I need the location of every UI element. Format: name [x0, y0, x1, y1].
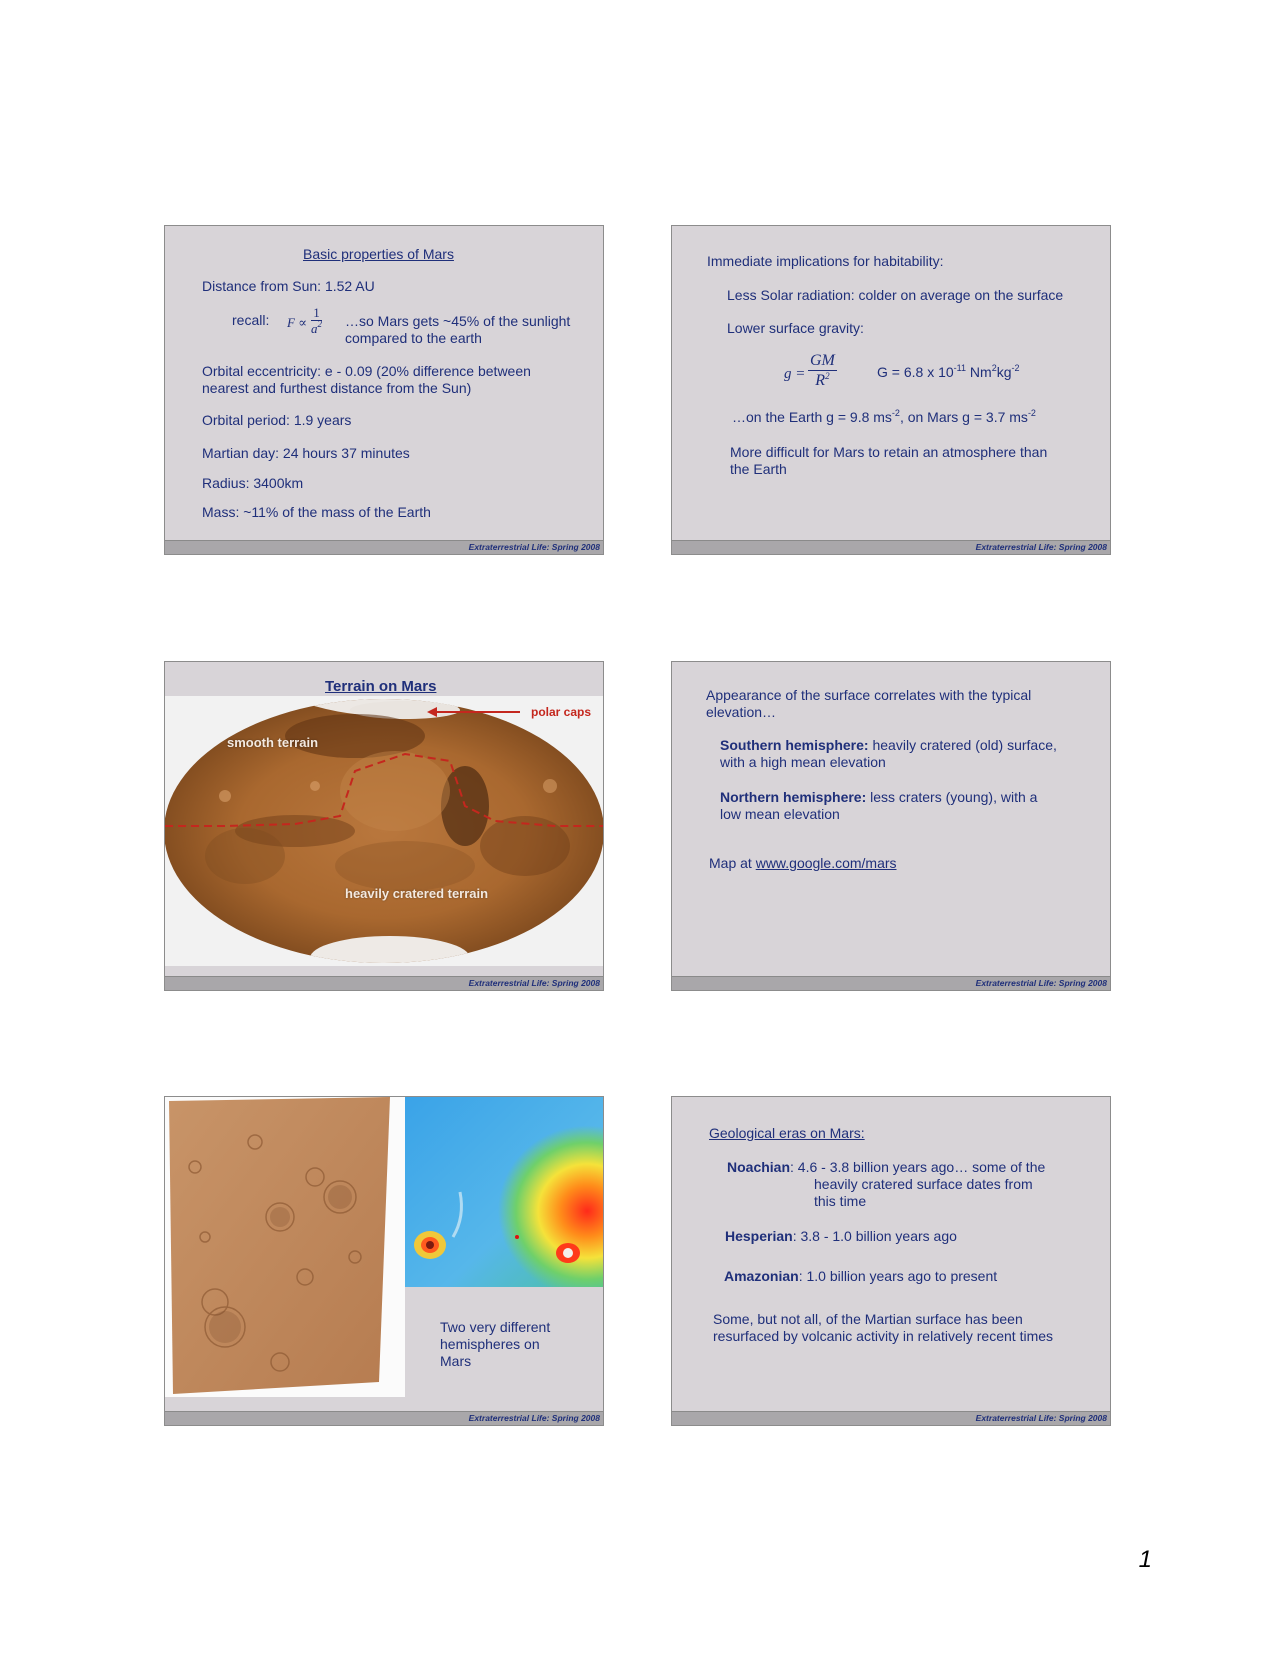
slide-title: Geological eras on Mars: — [709, 1125, 865, 1141]
fraction-numerator: 1 — [311, 305, 322, 321]
inverse-square-fraction — [311, 305, 322, 336]
mass: Mass: ~11% of the mass of the Earth — [202, 504, 431, 520]
intro-line-1: Appearance of the surface correlates with the typical — [706, 687, 1032, 703]
slide-title: Immediate implications for habitability: — [707, 253, 944, 269]
noachian-line-2: heavily cratered surface dates from — [814, 1176, 1033, 1192]
eccentricity-line-1: Orbital eccentricity: e - 0.09 (20% difference between — [202, 363, 531, 379]
gravity-numerator: GM — [810, 352, 835, 369]
slide-footer: Extraterrestrial Life: Spring 2008 — [672, 540, 1110, 554]
map-reference: Map at www.google.com/mars — [709, 855, 897, 871]
surface-gravity-values: …on the Earth g = 9.8 $ms^{-2}$, on Mars g = 3.7 $ms^{-2}$ — [732, 408, 1036, 425]
atmosphere-line-1: More difficult for Mars to retain an atmosphere than — [730, 444, 1048, 460]
slide-footer: Extraterrestrial Life: Spring 2008 — [165, 1411, 603, 1425]
sunlight-line-1: …so Mars gets ~45% of the sunlight — [345, 313, 571, 329]
noachian-era: Noachian: 4.6 - 3.8 billion years ago… some of the — [727, 1159, 1046, 1175]
resurfacing-line-1: Some, but not all, of the Martian surface has been — [713, 1311, 1023, 1327]
recall-label: recall: — [232, 312, 270, 328]
sunlight-line-2: compared to the earth — [345, 330, 482, 346]
resurfacing-line-2: resurfaced by volcanic activity in relatively recent times — [713, 1328, 1054, 1344]
slide-basic-properties — [164, 225, 604, 555]
slide-title: Basic properties of Mars — [303, 246, 454, 262]
slide-hemispheres — [164, 1096, 604, 1426]
caption-line-1: Two very different — [440, 1319, 551, 1335]
slide-terrain — [164, 661, 604, 991]
elevation-map-image — [405, 1097, 603, 1287]
distance-text: Distance from Sun: 1.52 AU — [202, 278, 375, 294]
gravitational-constant: G = 6.8 x $10^{-11}$ $Nm^2kg^{-2}$ — [877, 363, 1020, 380]
orbital-period: Orbital period: 1.9 years — [202, 412, 352, 428]
southern-hemisphere-line-2: with a high mean elevation — [720, 754, 886, 770]
martian-day: Martian day: 24 hours 37 minutes — [202, 445, 410, 461]
fraction-denominator: $a^2$ — [311, 319, 322, 336]
atmosphere-line-2: the Earth — [730, 461, 787, 477]
northern-hemisphere: Northern hemisphere: less craters (young), with a — [720, 789, 1038, 805]
slide-footer: Extraterrestrial Life: Spring 2008 — [165, 976, 603, 990]
gravity-text: Lower surface gravity: — [727, 320, 864, 336]
amazonian-era: Amazonian: 1.0 billion years ago to present — [724, 1268, 998, 1284]
caption-line-3: Mars — [440, 1353, 472, 1369]
smooth-terrain-label: smooth terrain — [227, 735, 319, 750]
noachian-line-3: this time — [814, 1193, 867, 1209]
page-number: 1 — [1138, 1546, 1152, 1573]
gravity-formula-prefix: g = — [784, 366, 806, 382]
cratered-terrain-label: heavily cratered terrain — [345, 886, 489, 901]
caption-line-2: hemispheres on — [440, 1336, 540, 1352]
slide-geological-eras — [671, 1096, 1111, 1426]
radius: Radius: 3400km — [202, 475, 304, 491]
eccentricity-line-2: nearest and furthest distance from the Sun) — [202, 380, 472, 396]
slide-footer: Extraterrestrial Life: Spring 2008 — [672, 1411, 1110, 1425]
northern-hemisphere-line-2: low mean elevation — [720, 806, 840, 822]
slide-habitability — [671, 225, 1111, 555]
gravity-denominator: $R^2$ — [815, 371, 830, 389]
solar-radiation-text: Less Solar radiation: colder on average on the surface — [727, 287, 1064, 303]
southern-hemisphere: Southern hemisphere: heavily cratered (old) surface, — [720, 737, 1057, 753]
slide-footer: Extraterrestrial Life: Spring 2008 — [672, 976, 1110, 990]
cratered-surface-image — [165, 1097, 405, 1397]
slide-surface-elevation — [671, 661, 1111, 991]
intro-line-2: elevation… — [706, 704, 777, 720]
slide-footer: Extraterrestrial Life: Spring 2008 — [165, 540, 603, 554]
polar-caps-label: polar caps — [531, 705, 592, 719]
slide-title: Terrain on Mars — [325, 678, 437, 695]
gravity-fraction — [808, 351, 837, 390]
google-mars-link[interactable]: www.google.com/mars — [755, 855, 897, 871]
formula-prefix: F ∝ — [287, 315, 307, 330]
hesperian-era: Hesperian: 3.8 - 1.0 billion years ago — [725, 1228, 957, 1244]
